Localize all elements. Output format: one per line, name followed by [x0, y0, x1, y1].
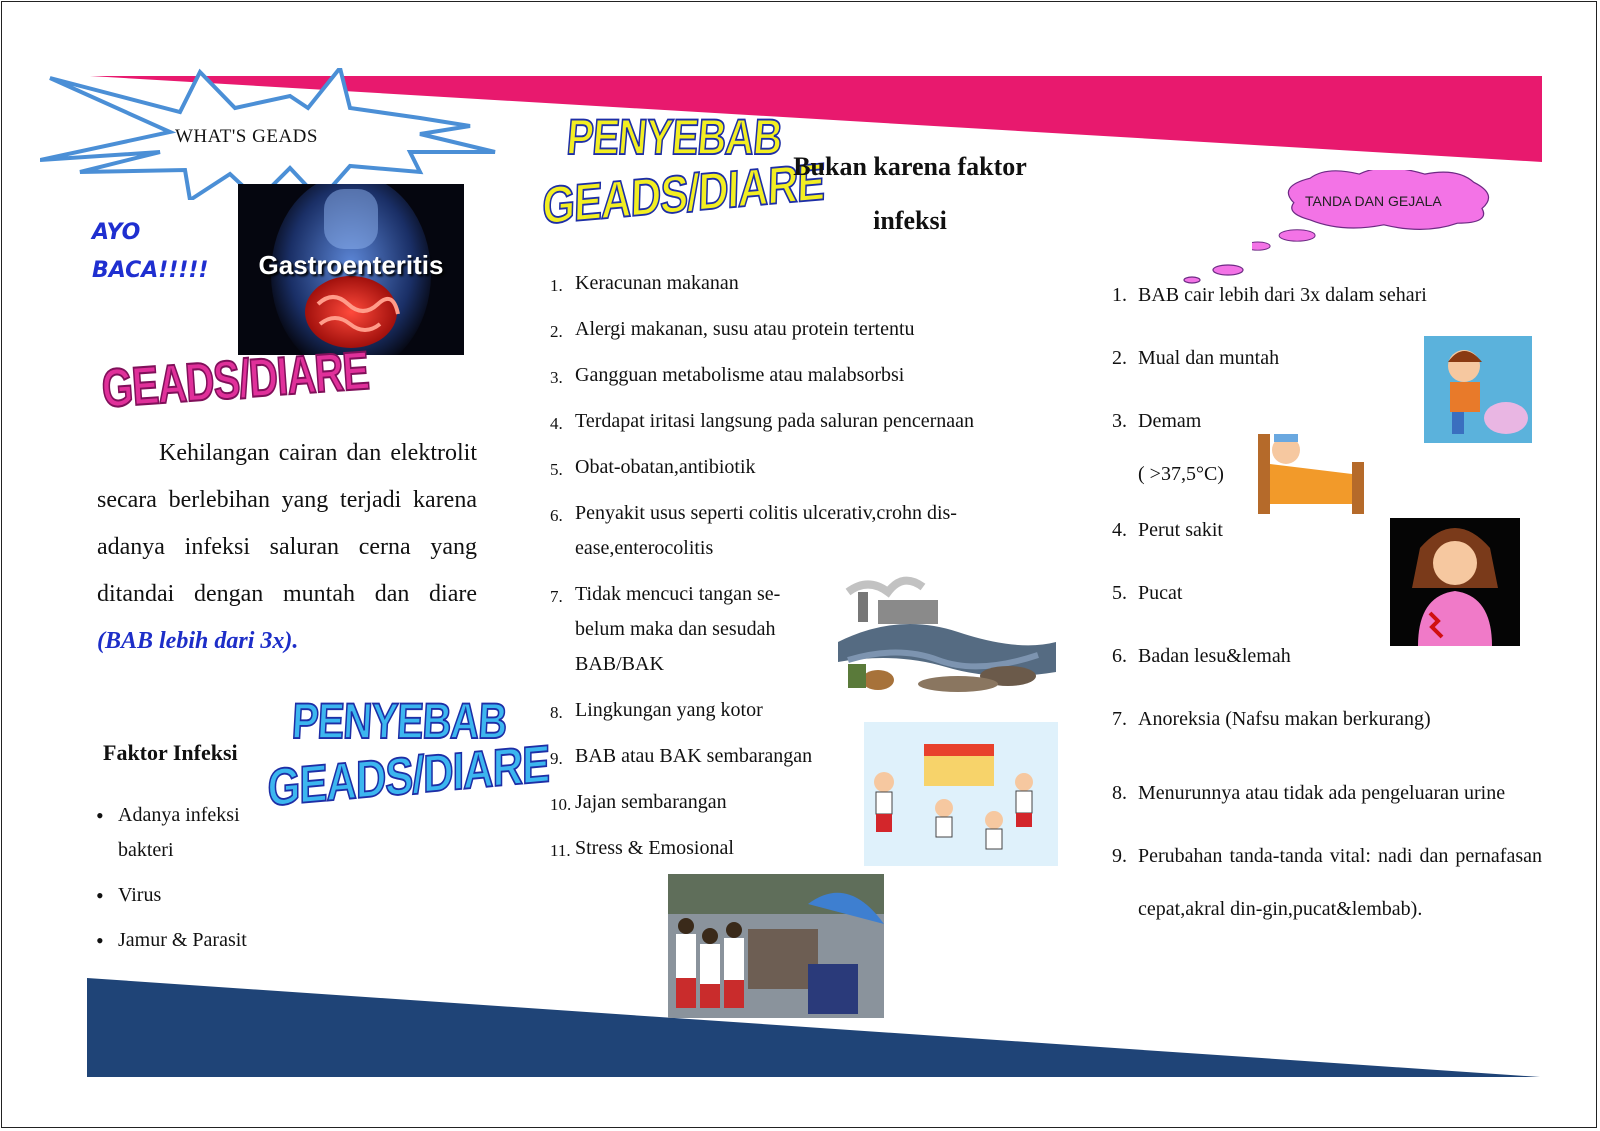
item-text: Penyakit usus seperti colitis ulcerativ,crohn dis-ease,enterocolitis: [575, 502, 957, 559]
polluted-river-drawing: [838, 572, 1056, 698]
item-number: 6.: [550, 506, 563, 525]
ayo-baca-text: [92, 214, 208, 290]
school-children-drawing: [864, 722, 1058, 866]
street-vendor-drawing: [668, 874, 884, 1018]
item-text: Badan lesu&lemah: [1138, 645, 1291, 667]
item-text: Menurunnya atau tidak ada pengeluaran urine: [1138, 782, 1506, 804]
sick-child-in-bed-illustration: [1252, 414, 1370, 526]
sick-child-drawing: [1252, 414, 1370, 526]
school-children-illustration: [864, 722, 1058, 866]
item-text: Obat-obatan,antibiotik: [575, 456, 756, 478]
definition-emphasis: (BAB lebih dari 3x).: [97, 628, 299, 654]
item-number: 9.: [1112, 845, 1127, 867]
baca-line: BACA!!!!!: [92, 258, 209, 283]
item-number: 8.: [550, 703, 563, 722]
penyebab-wordart: PENYEBAB: [564, 110, 784, 166]
list-item: [550, 496, 1035, 566]
geads-diare-wordart-2: GEADS/DIARE: [541, 151, 826, 235]
bukan-infeksi-title: [780, 140, 1040, 248]
list-item: [550, 266, 1060, 301]
item-text: Demam: [1138, 410, 1202, 432]
item-subtext: ( >37,5°C): [1138, 463, 1224, 485]
item-number: 4.: [1112, 519, 1127, 541]
list-item: • Adanya infeksi bakteri: [96, 798, 276, 868]
vomiting-child-drawing: [1424, 336, 1532, 443]
item-number: 7.: [1112, 708, 1127, 730]
item-number: 10.: [550, 795, 572, 814]
item-text: BAB atau BAK sembarangan: [575, 745, 813, 767]
item-number: 2.: [1112, 347, 1127, 369]
title-line-1: Bukan karena faktor: [793, 152, 1027, 181]
list-item: [550, 450, 1060, 485]
item-text: Gangguan metabolisme atau malabsorbsi: [575, 364, 905, 386]
thought-cloud-shape: [1252, 170, 1532, 260]
list-item: [1112, 280, 1542, 310]
item-text: Tidak mencuci tangan se-belum maka dan sesudah BAB/BAK: [575, 583, 781, 675]
list-item: [550, 358, 1060, 393]
item-text: Jajan sembarangan: [575, 791, 727, 813]
list-item: • Jamur & Parasit: [96, 923, 276, 958]
item-text: Anoreksia (Nafsu makan berkurang): [1138, 708, 1431, 730]
item-number: 8.: [1112, 782, 1127, 804]
item-number: 9.: [550, 749, 563, 768]
item-number: 7.: [550, 587, 563, 606]
item-text: Lingkungan yang kotor: [575, 699, 763, 721]
list-item: [1112, 767, 1542, 820]
faktor-infeksi-heading: Faktor Infeksi: [103, 740, 238, 765]
tanda-gejala-title: TANDA DAN GEJALA: [1305, 193, 1442, 209]
item-text: Terdapat iritasi langsung pada saluran pencernaan: [575, 410, 974, 432]
list-item: [550, 577, 825, 682]
item-number: 6.: [1112, 645, 1127, 667]
gastroenteritis-image: [238, 184, 464, 355]
list-item: [550, 404, 1060, 439]
item-number: 11.: [550, 841, 571, 860]
stomach-ache-girl-illustration: [1390, 518, 1520, 646]
list-item: [550, 312, 1060, 347]
item-text: Alergi makanan, susu atau protein tertentu: [575, 318, 915, 340]
vomiting-child-illustration: [1424, 336, 1532, 443]
item-number: 1.: [1112, 284, 1127, 306]
list-item: [1112, 830, 1542, 936]
geads-diare-wordart: GEADS/DIARE: [100, 341, 371, 420]
definition-text: Kehilangan cairan dan elektrolit secara berlebihan yang terjadi karena adanya infeksi saluran cerna yang ditandai dengan muntah dan diare: [97, 440, 477, 607]
stomach-ache-drawing: [1390, 518, 1520, 646]
polluted-river-illustration: [838, 572, 1056, 698]
item-text: Keracunan makanan: [575, 272, 739, 294]
item-text: Pucat: [1138, 582, 1183, 604]
item-number: 5.: [550, 460, 563, 479]
item-text: Stress & Emosional: [575, 837, 734, 859]
faktor-infeksi-list: [96, 798, 276, 968]
item-number: 3.: [550, 368, 563, 387]
street-vendor-photo: [668, 874, 884, 1018]
penyebab-wordart-2: PENYEBAB: [290, 694, 508, 750]
item-text: BAB cair lebih dari 3x dalam sehari: [1138, 284, 1427, 306]
title-line-2: infeksi: [873, 206, 947, 235]
item-text: Perut sakit: [1138, 519, 1223, 541]
item-number: 2.: [550, 322, 563, 341]
definition-paragraph: [97, 430, 477, 665]
item-number: 3.: [1112, 410, 1127, 432]
item-number: 1.: [550, 276, 563, 295]
gastroenteritis-label: Gastroenteritis: [258, 250, 444, 280]
list-item: • Virus: [96, 878, 276, 913]
item-number: 5.: [1112, 582, 1127, 604]
geads-diare-wordart-3: GEADS/DIARE: [267, 733, 550, 817]
item-number: 4.: [550, 414, 563, 433]
item-text: Mual dan muntah: [1138, 347, 1280, 369]
list-item: [1112, 704, 1542, 734]
whats-geads-label: WHAT'S GEADS: [175, 126, 318, 147]
item-text: Perubahan tanda-tanda vital: nadi dan pernafasan cepat,akral din-gin,pucat&lembab).: [1138, 845, 1542, 920]
ayo-line: AYO: [92, 220, 141, 245]
